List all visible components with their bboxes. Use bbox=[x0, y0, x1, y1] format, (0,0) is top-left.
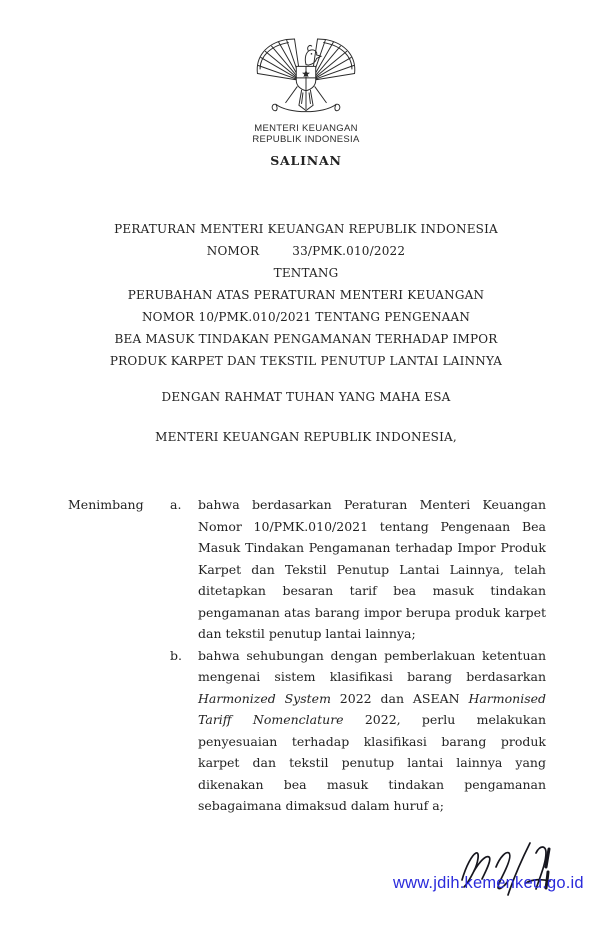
subject-line-1: PERUBAHAN ATAS PERATURAN MENTERI KEUANGAN bbox=[127, 288, 485, 302]
item-a-marker: a. bbox=[170, 497, 182, 512]
subject-line-2: NOMOR 10/PMK.010/2021 TENTANG PENGENAAN bbox=[141, 310, 471, 324]
consideration-item-a: bahwa berdasarkan Peraturan Menteri Keuangan Nomor 10/PMK.010/2021 tentang Pengenaan Bea Masuk Tindakan Pengamanan terhadap Impor Produk Karpet dan Tekstil Penutup Lantai Lainnya, telah ditetapkan besaran tarif bea masuk tindakan pengamanan atas barang impor berupa produk karpet dan tekstil penutup lantai lainnya; bbox=[198, 497, 546, 641]
ministry-line2: REPUBLIK INDONESIA bbox=[252, 134, 360, 145]
garuda-pancasila-emblem bbox=[253, 33, 359, 121]
ministry-name bbox=[0, 123, 612, 145]
invocation-line: DENGAN RAHMAT TUHAN YANG MAHA ESA bbox=[161, 390, 451, 404]
considerations-section bbox=[68, 494, 546, 817]
menimbang-label: Menimbang bbox=[68, 497, 144, 512]
subject-line-4: PRODUK KARPET DAN TEKSTIL PENUTUP LANTAI LAINNYA bbox=[109, 354, 503, 368]
regulation-heading: PERATURAN MENTERI KEUANGAN REPUBLIK INDONESIA bbox=[114, 222, 498, 236]
copy-stamp: SALINAN bbox=[270, 153, 342, 168]
regulation-title-block bbox=[0, 218, 612, 372]
ministry-line1: MENTERI KEUANGAN bbox=[254, 123, 358, 134]
regulation-number-row bbox=[0, 240, 612, 262]
consideration-row-a bbox=[68, 494, 546, 645]
jdih-watermark: www.jdih.kemenkeu.go.id bbox=[393, 874, 584, 892]
letterhead bbox=[0, 33, 612, 168]
handwritten-initials-signature bbox=[452, 836, 564, 904]
subject-line-3: BEA MASUK TINDAKAN PENGAMANAN TERHADAP IMPOR bbox=[114, 332, 498, 346]
tentang-label: TENTANG bbox=[273, 266, 339, 280]
consideration-item-b: bahwa sehubungan dengan pemberlakuan ketentuan mengenai sistem klasifikasi barang berdasarkan Harmonized System 2022 dan ASEAN Harmonised Tariff Nomenclature 2022, perlu melakukan penyesuaian terhadap klasifikasi barang produk karpet dan tekstil penutup lantai lainnya yang dikenakan bea masuk tindakan pengamanan sebagaimana dimaksud dalam huruf a; bbox=[198, 647, 547, 813]
item-b-marker: b. bbox=[170, 647, 182, 663]
consideration-row-b bbox=[68, 645, 546, 817]
nomor-label: NOMOR bbox=[206, 244, 260, 258]
nomor-value: 33/PMK.010/2022 bbox=[292, 244, 406, 258]
enacting-authority-line: MENTERI KEUANGAN REPUBLIK INDONESIA, bbox=[155, 430, 457, 444]
